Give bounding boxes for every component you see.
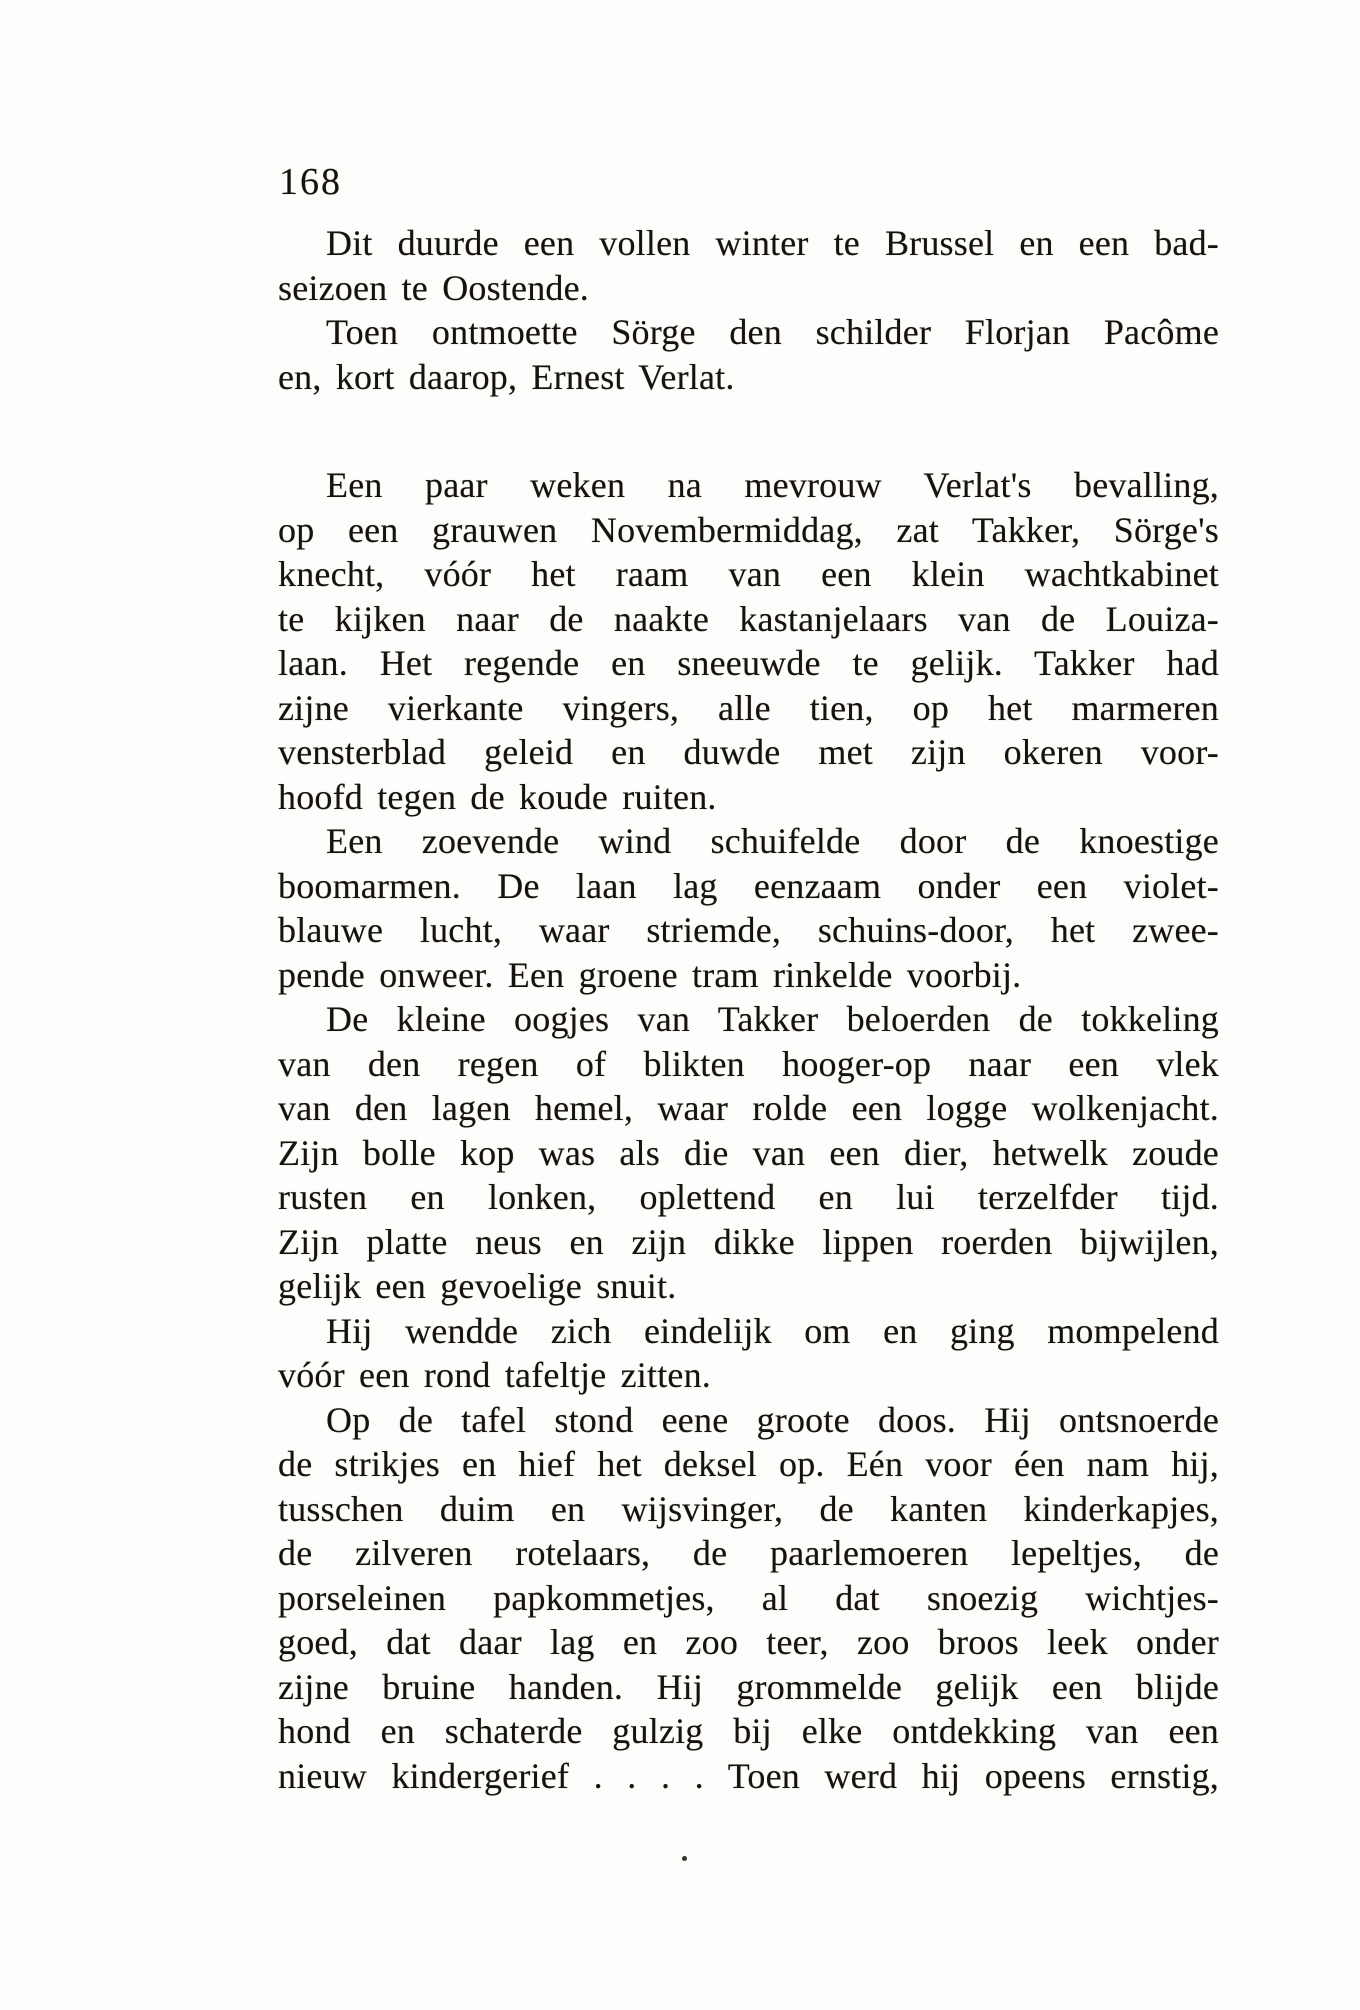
- text-line: Een zoevende wind schuifelde door de knoestige: [326, 821, 1219, 861]
- text-line: Een paar weken na mevrouw Verlat's bevalling,: [326, 465, 1219, 505]
- text-line: hond en schaterde gulzig bij elke ontdekking van een: [278, 1711, 1219, 1751]
- text-block: [278, 221, 1219, 1798]
- text-line: van den lagen hemel, waar rolde een logge wolkenjacht.: [278, 1088, 1219, 1128]
- text-line: op een grauwen Novembermiddag, zat Takker, Sörge's: [278, 509, 1219, 550]
- paragraph: [278, 819, 1219, 997]
- text-line: laan. Het regende en sneeuwde te gelijk. Takker had: [278, 643, 1219, 683]
- text-line: De kleine oogjes van Takker beloerden de tokkeling: [326, 999, 1219, 1039]
- paragraph: [278, 310, 1219, 399]
- paragraph: [278, 1309, 1219, 1398]
- text-line: hoofd tegen de koude ruiten.: [278, 776, 717, 817]
- text-line: de zilveren rotelaars, de paarlemoeren lepeltjes, de: [278, 1533, 1219, 1573]
- text-line: goed, dat daar lag en zoo teer, zoo broos leek onder: [278, 1622, 1219, 1662]
- text-line: boomarmen. De laan lag eenzaam onder een violet-: [278, 865, 1219, 906]
- scan-speck: [682, 1856, 687, 1861]
- paragraph: [278, 997, 1219, 1309]
- text-line: Op de tafel stond eene groote doos. Hij ontsnoerde: [326, 1399, 1219, 1440]
- text-line: te kijken naar de naakte kastanjelaars van de Louiza-: [278, 598, 1219, 639]
- text-line: van den regen of blikten hooger-op naar een vlek: [278, 1043, 1219, 1084]
- paragraph: [278, 1398, 1219, 1799]
- text-line: pende onweer. Een groene tram rinkelde voorbij.: [278, 954, 1022, 995]
- text-line: Toen ontmoette Sörge den schilder Florjan Pacôme: [326, 312, 1219, 352]
- text-line: zijne bruine handen. Hij grommelde gelijk een blijde: [278, 1666, 1219, 1707]
- text-line: Dit duurde een vollen winter te Brussel en een bad-: [326, 223, 1219, 263]
- text-line: seizoen te Oostende.: [278, 267, 589, 308]
- text-line: gelijk een gevoelige snuit.: [278, 1266, 677, 1306]
- text-line: porseleinen papkommetjes, al dat snoezig wichtjes-: [278, 1577, 1219, 1618]
- text-line: zijne vierkante vingers, alle tien, op het marmeren: [278, 687, 1219, 728]
- text-line: knecht, vóór het raam van een klein wachtkabinet: [278, 554, 1219, 594]
- text-line: vensterblad geleid en duwde met zijn okeren voor-: [278, 732, 1219, 772]
- text-line: nieuw kindergerief . . . . Toen werd hij opeens ernstig,: [278, 1755, 1219, 1796]
- paragraph: [278, 221, 1219, 310]
- text-line: Zijn bolle kop was als die van een dier, hetwelk zoude: [278, 1132, 1219, 1173]
- text-line: tusschen duim en wijsvinger, de kanten kinderkapjes,: [278, 1488, 1219, 1529]
- text-line: Zijn platte neus en zijn dikke lippen roerden bijwijlen,: [278, 1221, 1219, 1262]
- page-number: 168: [279, 161, 342, 203]
- text-line: rusten en lonken, oplettend en lui terzelfder tijd.: [278, 1177, 1219, 1217]
- text-line: de strikjes en hief het deksel op. Eén voor éen nam hij,: [278, 1444, 1219, 1484]
- text-line: Hij wendde zich eindelijk om en ging mompelend: [326, 1310, 1219, 1351]
- text-line: blauwe lucht, waar striemde, schuins-door, het zwee-: [278, 910, 1219, 950]
- text-line: en, kort daarop, Ernest Verlat.: [278, 356, 735, 397]
- paragraph: [278, 463, 1219, 819]
- text-line: vóór een rond tafeltje zitten.: [278, 1355, 711, 1395]
